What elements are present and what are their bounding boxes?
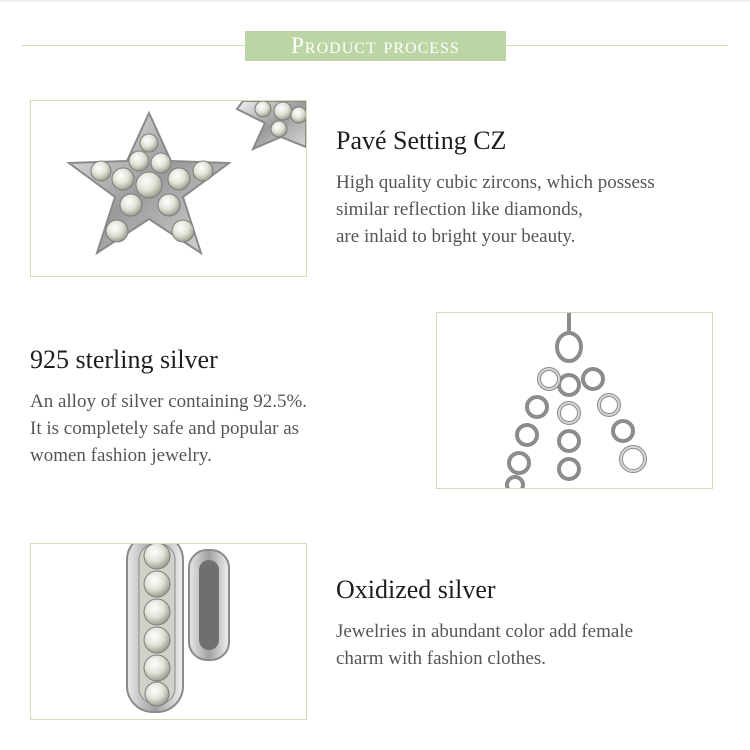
feature-title-oxidized: Oxidized silver: [336, 575, 496, 604]
silver-chain-image: [436, 312, 713, 489]
star-charm-image: [30, 100, 307, 277]
spacer-charm-image: [30, 543, 307, 720]
feature-description-pave: [336, 169, 655, 250]
section-title-banner: Product process: [245, 31, 506, 61]
spacer-charm-illustration: [31, 544, 306, 719]
feature-description-silver: [30, 388, 307, 469]
header-line-right: [506, 45, 728, 46]
feature-description-oxidized: [336, 618, 633, 672]
description-line: High quality cubic zircons, which possess: [336, 172, 655, 193]
silver-chain-illustration: [437, 313, 712, 488]
description-line: charm with fashion clothes.: [336, 648, 547, 669]
description-line: are inlaid to bright your beauty.: [336, 226, 576, 247]
feature-title-silver: 925 sterling silver: [30, 345, 218, 374]
top-divider: [0, 0, 750, 2]
star-charm-illustration: [31, 101, 306, 276]
description-line: It is completely safe and popular as: [30, 418, 300, 439]
header-line-left: [22, 45, 245, 46]
description-line: similar reflection like diamonds,: [336, 199, 583, 220]
description-line: Jewelries in abundant color add female: [336, 621, 634, 642]
description-line: An alloy of silver containing 92.5%.: [30, 391, 308, 412]
description-line: women fashion jewelry.: [30, 445, 212, 466]
feature-title-pave: Pavé Setting CZ: [336, 126, 507, 155]
